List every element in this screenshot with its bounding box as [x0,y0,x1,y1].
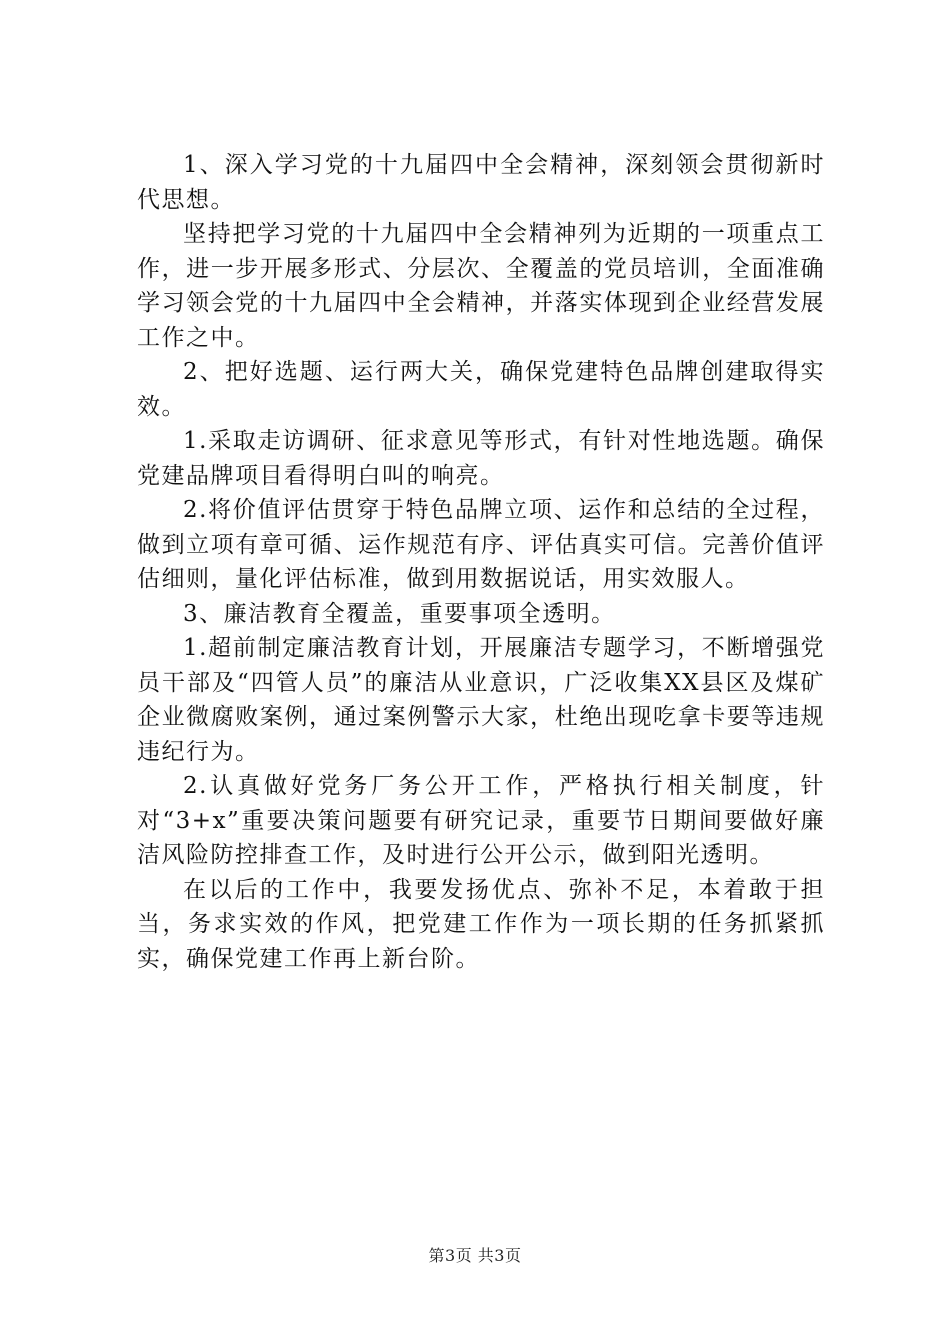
heading-item-3: 3、廉洁教育全覆盖，重要事项全透明。 [183,600,616,627]
page-number-label: 第3页 共3页 [428,1246,522,1265]
paragraph-value-evaluation: 2.将价值评估贯穿于特色品牌立项、运作和总结的全过程，做到立项有章可循、运作规范有序、评估真实可信。完善价值评估细则，量化评估标准，做到用数据说话，用实效服人。 [137,497,825,592]
document-body [137,148,825,976]
paragraph-integrity-education: 1.超前制定廉洁教育计划，开展廉洁专题学习，不断增强党员干部及“四管人员”的廉洁从业意识，广泛收集XX县区及煤矿企业微腐败案例，通过案例警示大家，杜绝出现吃拿卡要等违规违纪行为。 [137,635,825,765]
paragraph-conclusion: 在以后的工作中，我要发扬优点、弥补不足，本着敢于担当，务求实效的作风，把党建工作作为一项长期的任务抓紧抓实，确保党建工作再上新台阶。 [137,876,825,972]
paragraph-study-plenary: 坚持把学习党的十九届四中全会精神列为近期的一项重点工作，进一步开展多形式、分层次、全覆盖的党员培训，全面准确学习领会党的十九届四中全会精神，并落实体现到企业经营发展工作之中。 [137,221,825,351]
heading-item-1: 1、深入学习党的十九届四中全会精神，深刻领会贯彻新时代思想。 [137,152,825,213]
paragraph-affairs-disclosure: 2.认真做好党务厂务公开工作，严格执行相关制度，针对“3+x”重要决策问题要有研究记录，重要节日期间要做好廉洁风险防控排查工作，及时进行公开公示，做到阳光透明。 [137,773,825,868]
heading-item-2: 2、把好选题、运行两大关，确保党建特色品牌创建取得实效。 [137,359,825,420]
paragraph-topic-selection: 1.采取走访调研、征求意见等形式，有针对性地选题。确保党建品牌项目看得明白叫的响亮。 [137,428,825,489]
page-footer [0,1243,950,1266]
